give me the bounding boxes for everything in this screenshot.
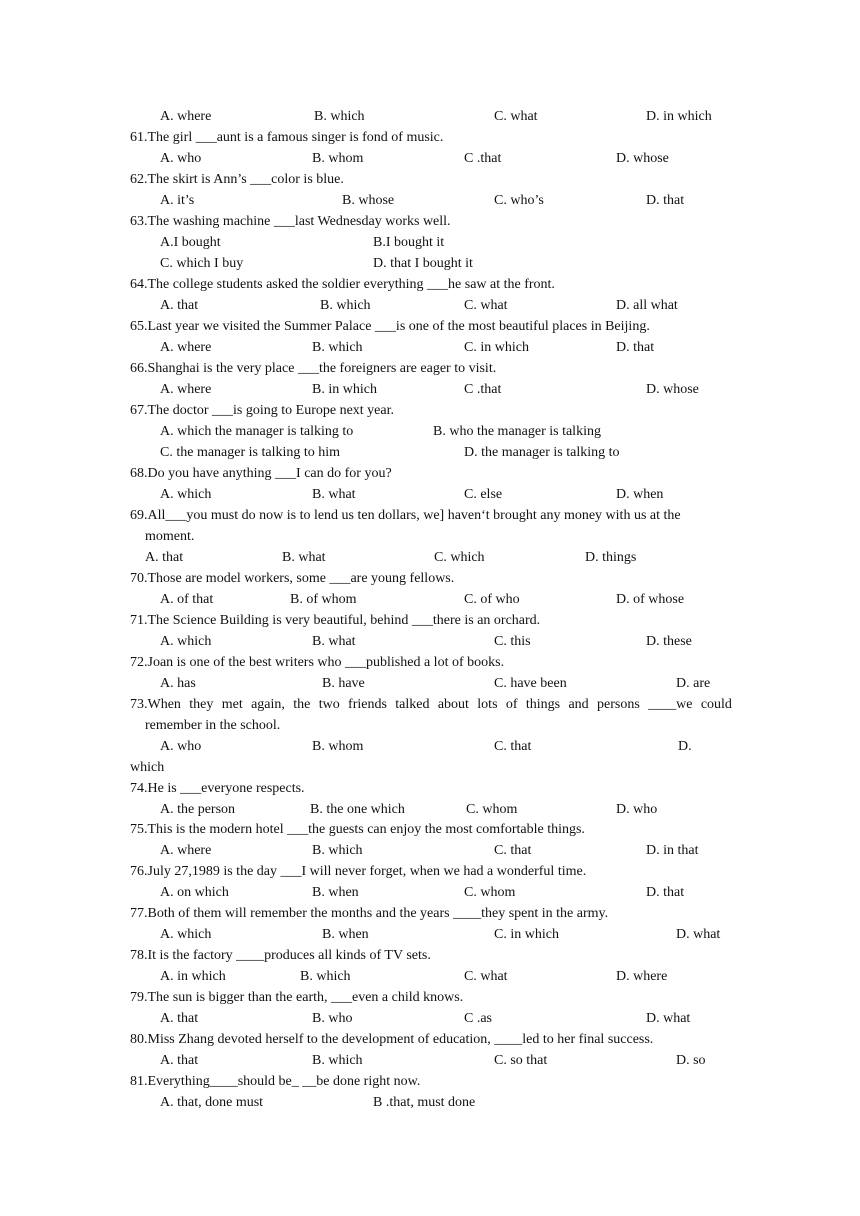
- option-c: C. what: [464, 298, 508, 313]
- stem-word: 73.When: [130, 697, 181, 712]
- stem-word: persons: [597, 697, 640, 712]
- option-a: A. which: [160, 487, 212, 502]
- question-stem: 63.The washing machine ___last Wednesday works well.: [130, 214, 451, 229]
- option-a: A. where: [160, 109, 212, 124]
- option-b: B. whom: [312, 739, 364, 754]
- question-stem: 66.Shanghai is the very place ___the foreigners are eager to visit.: [130, 361, 497, 376]
- option-a: A. that, done must: [160, 1095, 264, 1110]
- question-stem: 76.July 27,1989 is the day ___I will never forget, when we had a wonderful time.: [130, 864, 587, 879]
- option-c: C. which: [434, 550, 485, 565]
- option-a: A. which: [160, 927, 212, 942]
- option-d: D. that: [646, 885, 685, 900]
- option-b: B. when: [322, 927, 369, 942]
- option-d: D.: [678, 739, 692, 754]
- question-stem: 79.The sun is bigger than the earth, ___even a child knows.: [130, 990, 464, 1005]
- option-c: C. of who: [464, 592, 520, 607]
- option-c: C .that: [464, 151, 502, 166]
- stem-word: friends: [348, 697, 387, 712]
- option-a: A. that: [160, 1011, 199, 1026]
- option-d: D. these: [646, 634, 692, 649]
- question-stem: 81.Everything____should be_ __be done right now.: [130, 1074, 421, 1089]
- question-stem: 78.It is the factory ____produces all kinds of TV sets.: [130, 948, 431, 963]
- option-b: B. which: [320, 298, 371, 313]
- option-c: C. have been: [494, 676, 567, 691]
- stem-word: again,: [251, 697, 285, 712]
- option-c: C. whom: [464, 885, 516, 900]
- option-a: A. of that: [160, 592, 214, 607]
- option-a: A. that: [160, 1053, 199, 1068]
- option-a: A. in which: [160, 969, 226, 984]
- option-c: C. whom: [466, 802, 518, 817]
- question-stem: 70.Those are model workers, some ___are young fellows.: [130, 571, 455, 586]
- option-a: A. has: [160, 676, 196, 691]
- option-d: D. all what: [616, 298, 678, 313]
- option-b: B. which: [312, 843, 363, 858]
- option-d: D. of whose: [616, 592, 685, 607]
- option-c: C. the manager is talking to him: [160, 445, 341, 460]
- stem-word: things: [525, 697, 561, 712]
- option-c: C. so that: [494, 1053, 548, 1068]
- option-b: B. what: [312, 487, 356, 502]
- option-b: B. have: [322, 676, 365, 691]
- stem-word: about: [437, 697, 469, 712]
- option-a: A. on which: [160, 885, 229, 900]
- option-c: C. in which: [494, 927, 559, 942]
- option-b: B. who the manager is talking: [433, 424, 601, 439]
- option-a: A. that: [145, 550, 184, 565]
- option-c: C. that: [494, 739, 532, 754]
- option-a: A. the person: [160, 802, 236, 817]
- stem-word: two: [318, 697, 340, 712]
- option-a: A. where: [160, 843, 212, 858]
- option-b: B. in which: [312, 382, 377, 397]
- question-stem: [130, 696, 732, 713]
- option-d: D. so: [676, 1053, 706, 1068]
- option-b: B. which: [312, 1053, 363, 1068]
- question-stem: 64.The college students asked the soldier everything ___he saw at the front.: [130, 277, 555, 292]
- option-d: D. whose: [616, 151, 669, 166]
- option-b: B. whose: [342, 193, 395, 208]
- option-a: A. where: [160, 340, 212, 355]
- option-d: D. that: [616, 340, 655, 355]
- stem-word: lots: [477, 697, 498, 712]
- option-a: A. that: [160, 298, 199, 313]
- option-a: A. it’s: [160, 193, 195, 208]
- option-a: A. which: [160, 634, 212, 649]
- option-b: B. which: [314, 109, 365, 124]
- option-b: B. of whom: [290, 592, 357, 607]
- option-b: B. what: [312, 634, 356, 649]
- stem-word: of: [505, 697, 518, 712]
- question-stem: 62.The skirt is Ann’s ___color is blue.: [130, 172, 344, 187]
- question-stem: 74.He is ___everyone respects.: [130, 781, 305, 796]
- question-stem: 65.Last year we visited the Summer Palace ___is one of the most beautiful places in Beijing.: [130, 319, 650, 334]
- stem-word: could: [700, 697, 732, 712]
- stem-word: and: [568, 697, 589, 712]
- option-b: B. which: [312, 340, 363, 355]
- option-c: C. this: [494, 634, 531, 649]
- option-d: D. when: [616, 487, 664, 502]
- option-a: A. who: [160, 739, 202, 754]
- option-d: D. that: [646, 193, 685, 208]
- option-d: D. who: [616, 802, 658, 817]
- option-a: A. where: [160, 382, 212, 397]
- option-c: C. else: [464, 487, 503, 502]
- option-a: A. who: [160, 151, 202, 166]
- option-d: D. whose: [646, 382, 699, 397]
- option-d: D. in that: [646, 843, 699, 858]
- question-stem: 77.Both of them will remember the months and the years ____they spent in the army.: [130, 906, 609, 921]
- question-stem: 61.The girl ___aunt is a famous singer is fond of music.: [130, 130, 444, 145]
- option-a: A.I bought: [160, 235, 221, 250]
- stem-word: met: [221, 697, 243, 712]
- option-c: C .that: [464, 382, 502, 397]
- option-d: D. that I bought it: [373, 256, 473, 271]
- option-d: D. what: [646, 1011, 691, 1026]
- stem-word: ____we: [648, 697, 693, 712]
- option-c: C. which I buy: [160, 256, 244, 271]
- question-stem-continued: moment.: [145, 529, 195, 544]
- option-d: D. in which: [646, 109, 712, 124]
- option-d: D. are: [676, 676, 711, 691]
- question-stem: 71.The Science Building is very beautiful, behind ___there is an orchard.: [130, 613, 541, 628]
- stem-word: talked: [395, 697, 430, 712]
- option-d: D. what: [676, 927, 721, 942]
- option-b: B .that, must done: [373, 1095, 476, 1110]
- stem-word: they: [189, 697, 214, 712]
- question-stem: 75.This is the modern hotel ___the guests can enjoy the most comfortable things.: [130, 822, 585, 837]
- option-c: C. that: [494, 843, 532, 858]
- stem-word: the: [293, 697, 311, 712]
- option-c: C .as: [464, 1011, 492, 1026]
- question-stem: 67.The doctor ___is going to Europe next year.: [130, 403, 394, 418]
- option-a: A. which the manager is talking to: [160, 424, 354, 439]
- option-b: B. who: [312, 1011, 353, 1026]
- question-stem: 68.Do you have anything ___I can do for you?: [130, 466, 392, 481]
- option-d: D. things: [585, 550, 637, 565]
- option-b: B.I bought it: [373, 235, 445, 250]
- option-b: B. the one which: [310, 802, 405, 817]
- question-stem: 69.All___you must do now is to lend us ten dollars, we] haven‘t brought any money with us at the: [130, 508, 681, 523]
- option-c: C. what: [464, 969, 508, 984]
- option-b: B. when: [312, 885, 359, 900]
- option-d-wrapped-text: which: [130, 760, 165, 775]
- option-d: D. where: [616, 969, 668, 984]
- option-b: B. whom: [312, 151, 364, 166]
- question-stem: 80.Miss Zhang devoted herself to the development of education, ____led to her final success.: [130, 1032, 654, 1047]
- question-stem: 72.Joan is one of the best writers who ___published a lot of books.: [130, 655, 505, 670]
- option-d: D. the manager is talking to: [464, 445, 620, 460]
- option-c: C. who’s: [494, 193, 544, 208]
- option-c: C. what: [494, 109, 538, 124]
- option-b: B. which: [300, 969, 351, 984]
- option-c: C. in which: [464, 340, 529, 355]
- option-b: B. what: [282, 550, 326, 565]
- question-stem-continued: remember in the school.: [145, 718, 281, 733]
